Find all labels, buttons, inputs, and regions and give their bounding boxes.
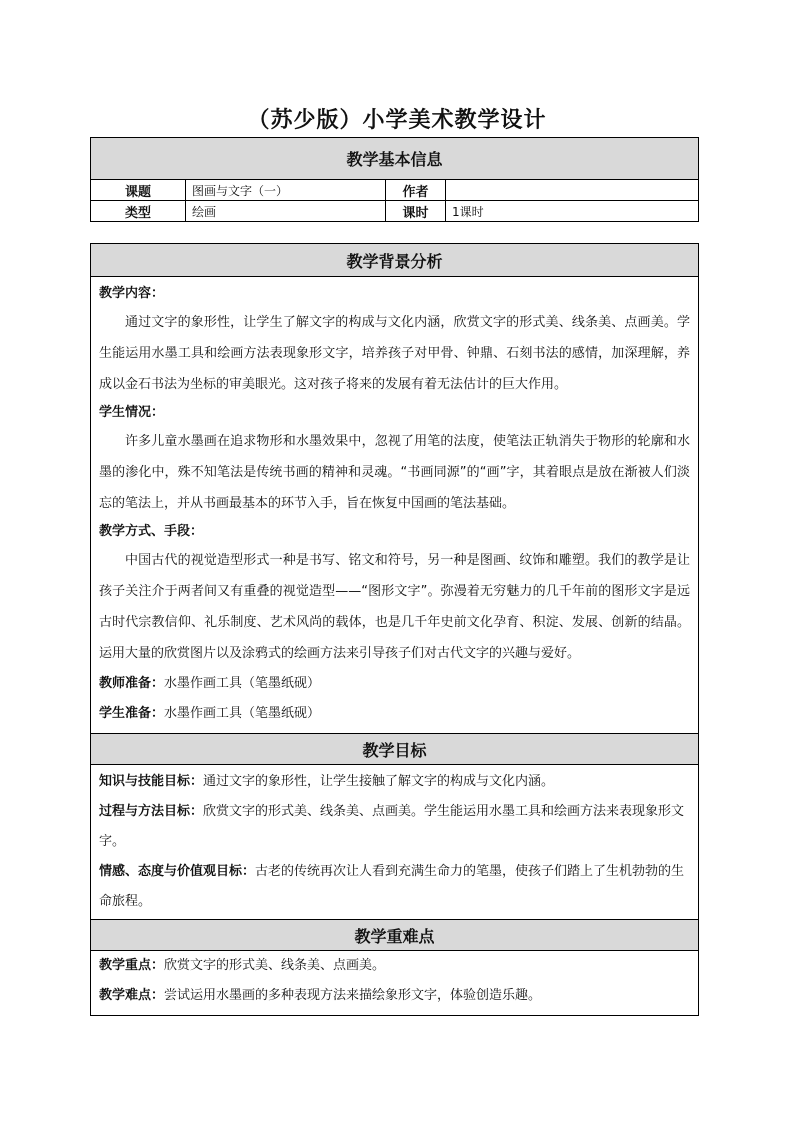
emotion-label: 情感、态度与价值观目标：: [99, 864, 256, 879]
method-label: 教学方式、手段：: [99, 524, 204, 539]
teacher-prep-text: 水墨作画工具（笔墨纸砚）: [164, 676, 321, 691]
student-prep-text: 水墨作画工具（笔墨纸砚）: [164, 706, 321, 721]
basic-info-header: 教学基本信息: [91, 138, 699, 180]
knowledge-text: 通过文字的象形性，让学生接触了解文字的构成与文化内涵。: [203, 774, 555, 789]
teacher-prep-label: 教师准备：: [99, 676, 165, 691]
process-label: 过程与方法目标：: [99, 804, 204, 819]
knowledge-label: 知识与技能目标：: [99, 774, 204, 789]
page-title: （苏少版）小学美术教学设计: [247, 107, 547, 133]
author-label: 作者: [386, 180, 446, 201]
content-text: 通过文字的象形性，让学生了解文字的构成与文化内涵，欣赏文字的形式美、线条美、点画美。学生能运用水墨工具和绘画方法表现象形文字，培养孩子对甲骨、钟鼎、石刻书法的感情，加深理解，养成以金石书法为坐标的审美眼光。这对孩子将来的发展有着无法估计的巨大作用。: [99, 315, 690, 392]
key-points-section: [91, 951, 699, 1016]
background-section: [91, 277, 699, 734]
period-label: 课时: [386, 201, 446, 222]
key-text: 欣赏文字的形式美、线条美、点画美。: [164, 958, 386, 973]
topic-label: 课题: [91, 180, 186, 201]
student-prep: [99, 699, 690, 729]
background-header: 教学背景分析: [91, 244, 699, 277]
key-point: [99, 951, 690, 981]
objectives-section: [91, 765, 699, 920]
objectives-header: 教学目标: [91, 734, 699, 765]
student-prep-label: 学生准备：: [99, 706, 165, 721]
difficult-label: 教学难点：: [99, 988, 165, 1003]
emotion-objective: [99, 857, 690, 917]
difficult-text: 尝试运用水墨画的多种表现方法来描绘象形文字，体验创造乐趣。: [164, 988, 542, 1003]
difficult-point: [99, 981, 690, 1011]
table-row: [91, 201, 699, 222]
student-label: 学生情况：: [99, 405, 165, 420]
basic-info-table: [90, 137, 699, 222]
author-value: [446, 180, 699, 201]
process-objective: [99, 797, 690, 857]
content-label: 教学内容：: [99, 286, 165, 301]
type-label: 类型: [91, 201, 186, 222]
method-text: 中国古代的视觉造型形式一种是书写、铭文和符号，另一种是图画、纹饰和雕塑。我们的教学是让孩子关注介于两者间又有重叠的视觉造型——“图形文字”。弥漫着无穷魅力的几千年前的图形文字是远古时代宗教信仰、礼乐制度、艺术风尚的载体，也是几千年史前文化孕育、积淀、发展、创新的结晶。运用大量的欣赏图片以及涂鸦式的绘画方法来引导孩子们对古代文字的兴趣与爱好。: [99, 553, 690, 661]
knowledge-objective: [99, 767, 690, 797]
key-points-header: 教学重难点: [91, 920, 699, 951]
emotion-text: 古老的传统再次让人看到充满生命力的笔墨，使孩子们踏上了生机勃勃的生命旅程。: [99, 864, 685, 909]
period-value: 1课时: [446, 201, 699, 222]
type-value: 绘画: [186, 201, 386, 222]
student-text: 许多儿童水墨画在追求物形和水墨效果中，忽视了用笔的法度，使笔法正轨消失于物形的轮廓和水墨的渗化中，殊不知笔法是传统书画的精神和灵魂。“书画同源”的“画”字，其着眼点是放在渐被人们淡忘的笔法上，并从书画最基本的环节入手，旨在恢复中国画的笔法基础。: [99, 434, 690, 511]
table-row: [91, 180, 699, 201]
teacher-prep: [99, 669, 690, 699]
lesson-plan-table: [90, 243, 699, 1016]
key-label: 教学重点：: [99, 958, 165, 973]
topic-value: 图画与文字（一）: [186, 180, 386, 201]
process-text: 欣赏文字的形式美、线条美、点画美。学生能运用水墨工具和绘画方法来表现象形文字。: [99, 804, 685, 849]
